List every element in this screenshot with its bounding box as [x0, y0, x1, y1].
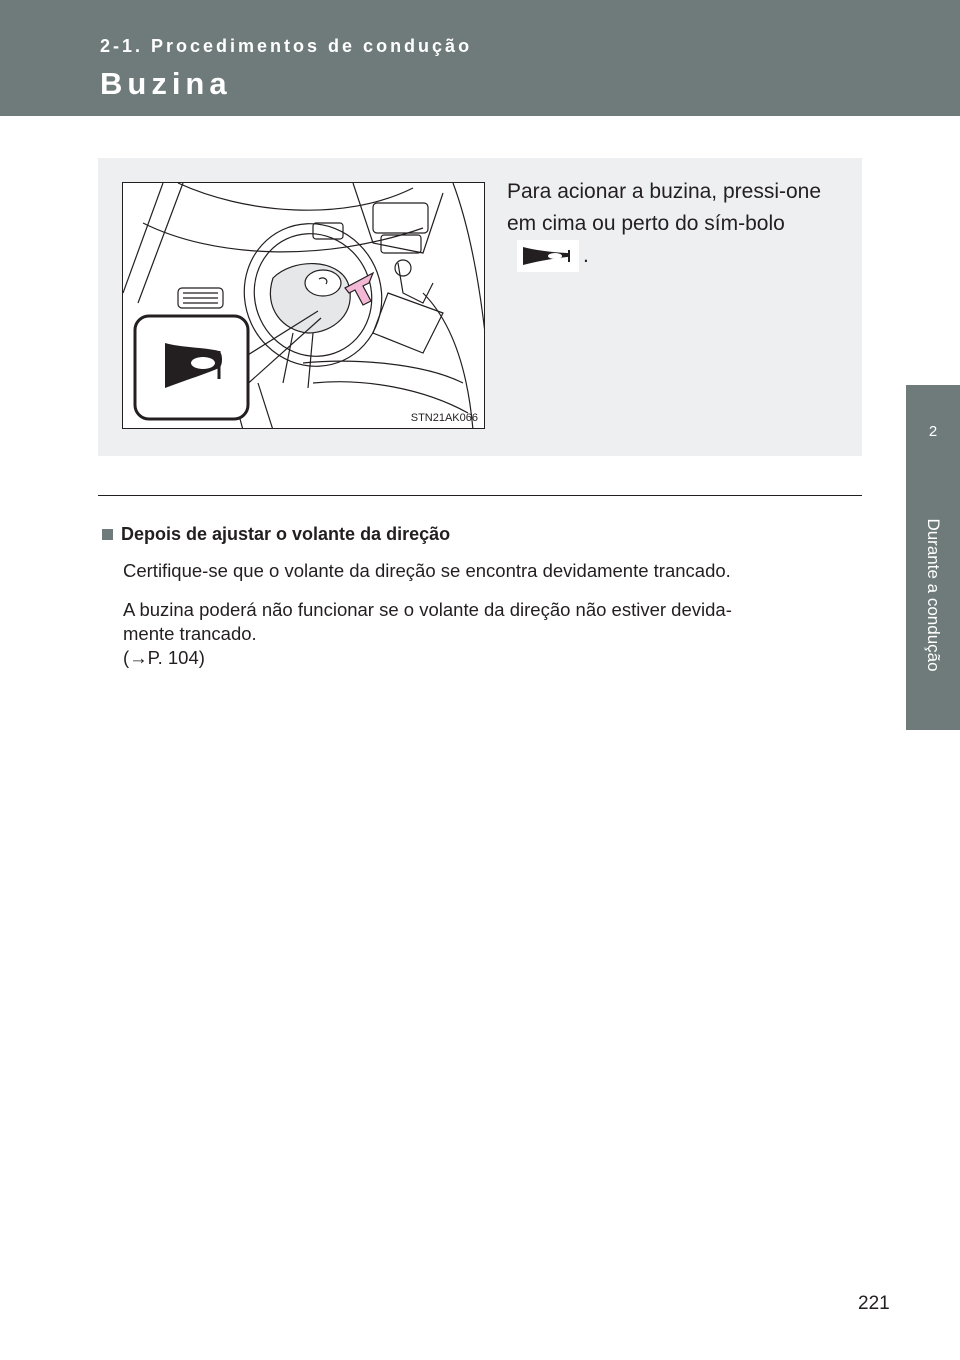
- horn-icon: [517, 240, 579, 272]
- chapter-label: Durante a condução: [924, 518, 943, 672]
- square-bullet-icon: [102, 529, 113, 540]
- section-divider: [98, 495, 862, 496]
- header-band: [0, 0, 960, 116]
- note-paragraph-1: Certifique-se que o volante da direção se encontra devidamente trancado.: [123, 560, 731, 581]
- page-title: Buzina: [100, 66, 232, 101]
- page-number: 221: [858, 1293, 890, 1314]
- chapter-tab[interactable]: [906, 385, 960, 730]
- instruction-part1: Para acionar a buzina, pressi-one em cima ou perto do sím-bolo: [507, 180, 822, 235]
- section-label: 2-1. Procedimentos de condução: [100, 36, 473, 56]
- note-title-text: Depois de ajustar o volante da direção: [121, 524, 451, 544]
- figure-box: [98, 158, 862, 456]
- instruction-text: [507, 176, 837, 272]
- steering-wheel-drawing: [123, 183, 485, 429]
- instruction-part2: .: [583, 244, 589, 267]
- note-paragraph-2-cont: mente trancado.: [123, 623, 257, 644]
- figure-code: STN21AK066: [410, 412, 478, 424]
- page-reference-link[interactable]: (→P. 104): [123, 647, 205, 668]
- note-paragraph-2: A buzina poderá não funcionar se o volante da direção não estiver devida-: [123, 599, 732, 620]
- steering-wheel-illustration: [122, 182, 485, 429]
- note-heading: [102, 524, 450, 545]
- chapter-number: 2: [928, 423, 938, 440]
